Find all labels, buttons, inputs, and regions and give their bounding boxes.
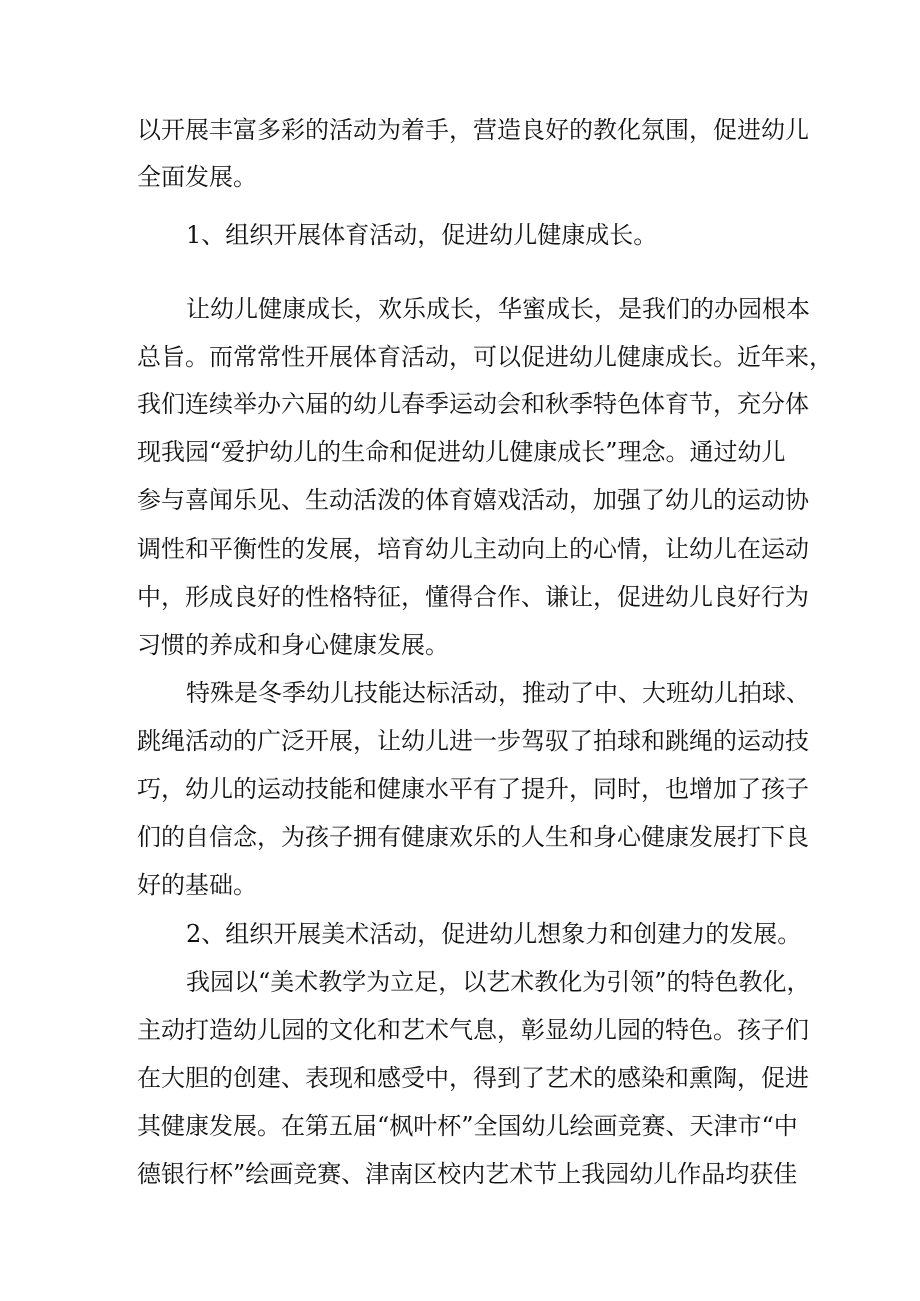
paragraph-line: 我园以“美术教学为立足，以艺术教化为引领”的特色教化，: [186, 968, 811, 996]
paragraph-line: 巧，幼儿的运动技能和健康水平有了提升，同时，也增加了孩子: [137, 775, 809, 803]
paragraph-line: 参与喜闻乐见、生动活泼的体育嬉戏活动，加强了幼儿的运动协: [137, 486, 809, 514]
paragraph-line: 德银行杯”绘画竞赛、津南区校内艺术节上我园幼儿作品均获佳: [137, 1160, 798, 1188]
section-heading-1: 1、组织开展体育活动，促进幼儿健康成长。: [186, 221, 658, 249]
paragraph-line: 我们连续举办六届的幼儿春季运动会和秋季特色体育节，充分体: [137, 390, 809, 418]
paragraph-line: 习惯的养成和身心健康发展。: [137, 631, 449, 659]
paragraph-line: 调性和平衡性的发展，培育幼儿主动向上的心情，让幼儿在运动: [137, 535, 809, 563]
paragraph-line: 全面发展。: [137, 163, 257, 191]
paragraph-line: 跳绳活动的广泛开展，让幼儿进一步驾驭了拍球和跳绳的运动技: [137, 727, 809, 755]
paragraph-line: 让幼儿健康成长，欢乐成长，华蜜成长，是我们的办园根本: [186, 295, 810, 323]
paragraph-line: 们的自信念，为孩子拥有健康欢乐的人生和身心健康发展打下良: [137, 823, 809, 851]
paragraph-line: 总旨。而常常性开展体育活动，可以促进幼儿健康成长。近年来，: [137, 343, 833, 371]
paragraph-line: 中，形成良好的性格特征，懂得合作、谦让，促进幼儿良好行为: [137, 583, 809, 611]
paragraph-line: 特殊是冬季幼儿技能达标活动，推动了中、大班幼儿拍球、: [186, 679, 810, 707]
section-heading-2: 2、组织开展美术活动，促进幼儿想象力和创建力的发展。: [186, 920, 802, 948]
paragraph-line: 现我园“爱护幼儿的生命和促进幼儿健康成长”理念。通过幼儿: [137, 438, 786, 466]
paragraph-line: 好的基础。: [137, 871, 257, 899]
paragraph-line: 以开展丰富多彩的活动为着手，营造良好的教化氛围，促进幼儿: [137, 116, 809, 144]
paragraph-line: 其健康发展。在第五届“枫叶杯”全国幼儿绘画竞赛、天津市“中: [137, 1112, 798, 1140]
paragraph-line: 在大胆的创建、表现和感受中，得到了艺术的感染和熏陶，促进: [137, 1064, 809, 1092]
paragraph-line: 主动打造幼儿园的文化和艺术气息，彰显幼儿园的特色。孩子们: [137, 1016, 809, 1044]
